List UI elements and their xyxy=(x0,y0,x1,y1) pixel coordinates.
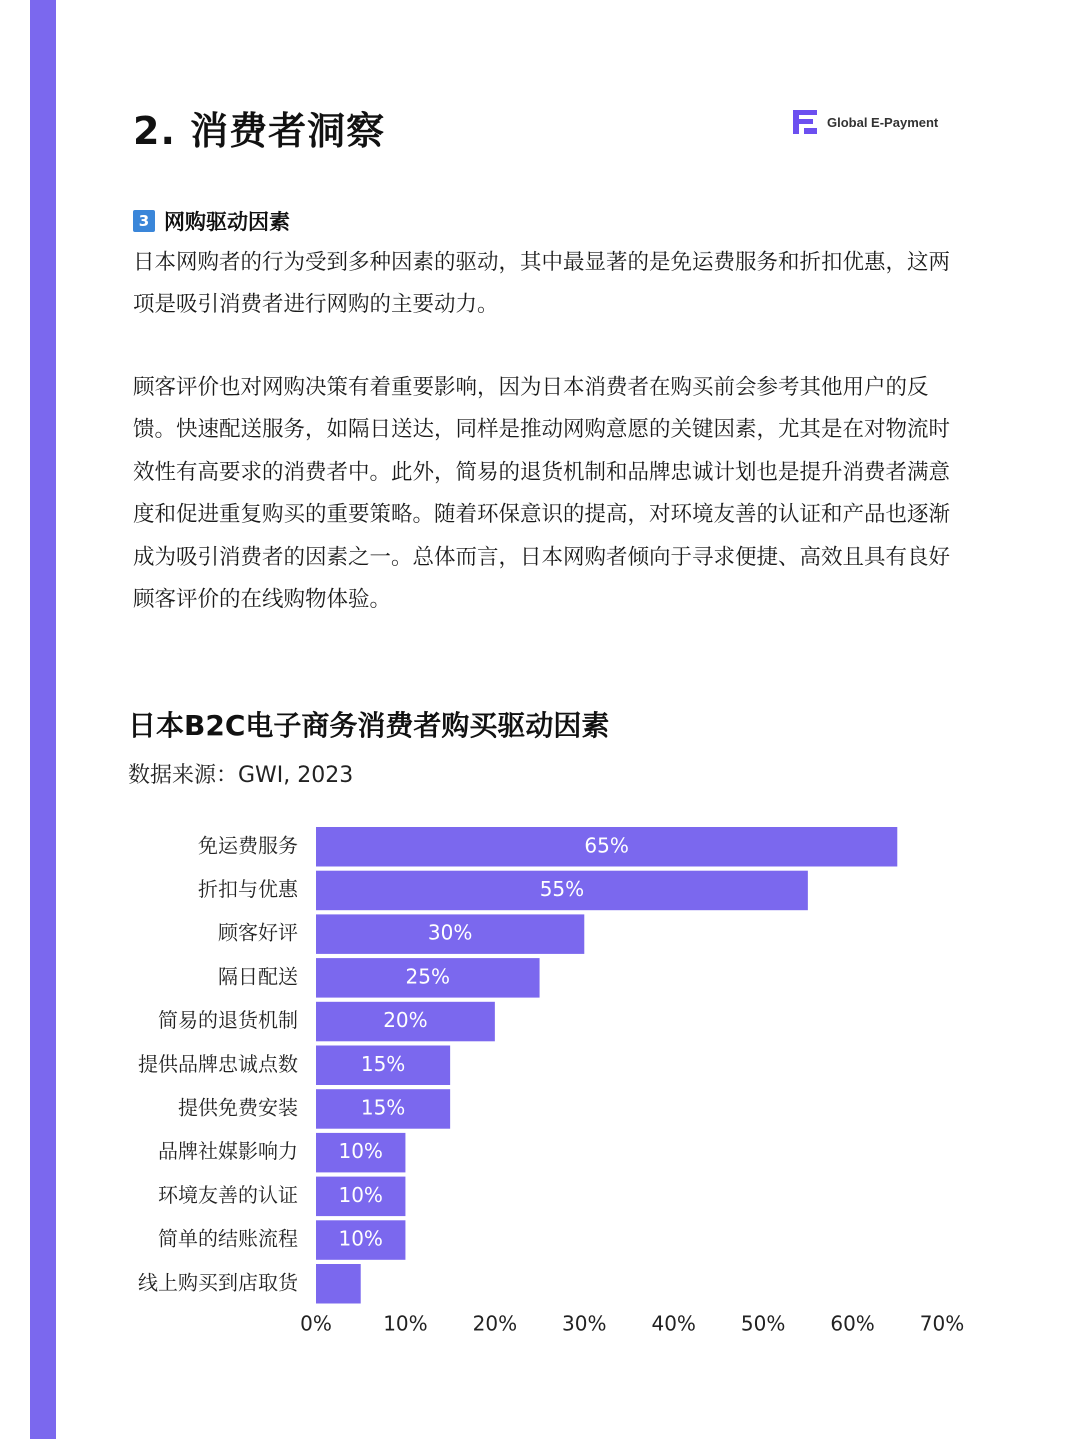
brand-name: Global E-Payment xyxy=(827,114,939,130)
category-label: 环境友善的认证 xyxy=(158,1182,298,1207)
category-label: 提供免费安装 xyxy=(178,1095,298,1120)
category-label: 简单的结账流程 xyxy=(158,1226,298,1251)
x-tick-label: 60% xyxy=(830,1311,875,1336)
section-number-badge: 3 xyxy=(133,210,155,232)
category-label: 线上购买到店取货 xyxy=(138,1270,298,1295)
bar-value-label: 20% xyxy=(383,1008,428,1033)
bar-value-label: 10% xyxy=(338,1182,383,1207)
x-tick-label: 70% xyxy=(919,1311,965,1336)
category-label: 简易的退货机制 xyxy=(158,1008,298,1033)
category-label: 免运费服务 xyxy=(198,833,298,858)
bar-value-label: 10% xyxy=(338,1226,383,1251)
body-paragraph: 日本网购者的行为受到多种因素的驱动，其中最显著的是免运费服务和折扣优惠，这两项是吸引消费者进行网购的主要动力。 xyxy=(133,250,951,318)
category-label: 隔日配送 xyxy=(218,964,298,989)
x-tick-label: 30% xyxy=(562,1311,607,1336)
category-label: 品牌社媒影响力 xyxy=(158,1139,298,1164)
bar-value-label: 30% xyxy=(427,920,473,945)
bar-value-label: 25% xyxy=(405,964,451,989)
x-tick-label: 20% xyxy=(472,1311,518,1336)
x-tick-label: 50% xyxy=(740,1311,786,1336)
body-paragraph: 顾客评价也对网购决策有着重要影响，因为日本消费者在购买前会参考其他用户的反馈。快速配送服务，如隔日送达，同样是推动网购意愿的关键因素，尤其是在对物流时效性有高要求的消费者中。此外，简易的退货机制和品牌忠诚计划也是提升消费者满意度和促进重复购买的重要策略。随着环保意识的提高，对环境友善的认证和产品也逐渐成为吸引消费者的因素之一。总体而言，日本网购者倾向于寻求便捷、高效且具有良好顾客评价的在线购物体验。 xyxy=(133,375,951,613)
chart-title: 日本B2C电子商务消费者购买驱动因素 xyxy=(128,709,610,742)
category-label: 提供品牌忠诚点数 xyxy=(138,1051,298,1076)
bar xyxy=(316,1264,361,1304)
page-title: 2. 消费者洞察 xyxy=(133,109,386,153)
x-tick-label: 40% xyxy=(651,1311,696,1336)
bar-value-label: 10% xyxy=(338,1139,383,1164)
section-heading-text: 网购驱动因素 xyxy=(164,210,290,234)
bar-value-label: 15% xyxy=(360,1095,406,1120)
category-label: 顾客好评 xyxy=(218,920,298,945)
chart-source: 数据来源：GWI, 2023 xyxy=(128,763,354,788)
bar-value-label: 15% xyxy=(360,1051,406,1076)
bar-value-label: 65% xyxy=(584,833,629,858)
x-tick-label: 0% xyxy=(300,1311,332,1336)
bar-value-label: 55% xyxy=(539,876,585,901)
category-label: 折扣与优惠 xyxy=(198,876,298,901)
x-tick-label: 10% xyxy=(383,1311,428,1336)
